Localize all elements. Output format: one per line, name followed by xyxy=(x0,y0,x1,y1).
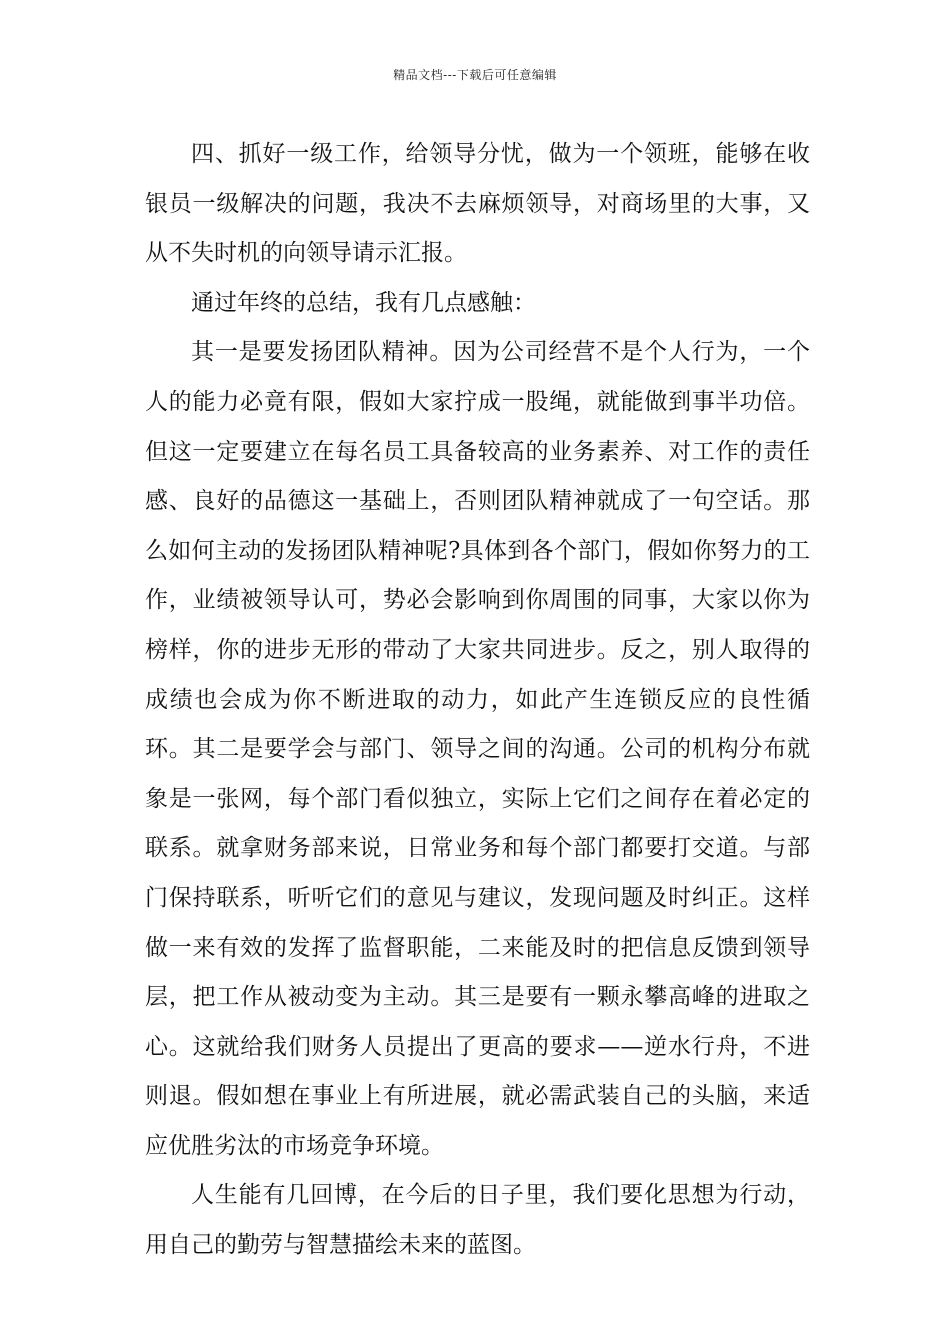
paragraph-conclusion: 人生能有几回博，在今后的日子里，我们要化思想为行动，用自己的勤劳与智慧描绘未来的蓝图。 xyxy=(145,1182,810,1259)
page-header: 精品文档---下载后可任意编辑 xyxy=(393,68,557,82)
paragraph-work-item-four: 四、抓好一级工作，给领导分忧，做为一个领班，能够在收银员一级解决的问题，我决不去麻烦领导，对商场里的大事，又从不失时机的向领导请示汇报。 xyxy=(145,141,810,267)
document-body xyxy=(145,130,810,1271)
paragraph-summary-intro: 通过年终的总结，我有几点感触： xyxy=(191,289,536,316)
paragraph-team-spirit: 其一是要发扬团队精神。因为公司经营不是个人行为，一个人的能力必竟有限，假如大家拧成一股绳，就能做到事半功倍。但这一定要建立在每名员工具备较高的业务素养、对工作的责任感、良好的品德这一基础上，否则团队精神就成了一句空话。那么如何主动的发扬团队精神呢?具体到各个部门，假如你努力的工作，业绩被领导认可，势必会影响到你周围的同事，大家以你为榜样，你的进步无形的带动了大家共同进步。反之，别人取得的成绩也会成为你不断进取的动力，如此产生连锁反应的良性循环。其二是要学会与部门、领导之间的沟通。公司的机构分布就象是一张网，每个部门看似独立，实际上它们之间存在着必定的联系。就拿财务部来说，日常业务和每个部门都要打交道。与部门保持联系，听听它们的意见与建议，发现问题及时纠正。这样做一来有效的发挥了监督职能，二来能及时的把信息反馈到领导层，把工作从被动变为主动。其三是要有一颗永攀高峰的进取之心。这就给我们财务人员提出了更高的要求——逆水行舟，不进则退。假如想在事业上有所进展，就必需武装自己的头脑，来适应优胜劣汰的市场竞争环境。 xyxy=(145,339,810,1159)
